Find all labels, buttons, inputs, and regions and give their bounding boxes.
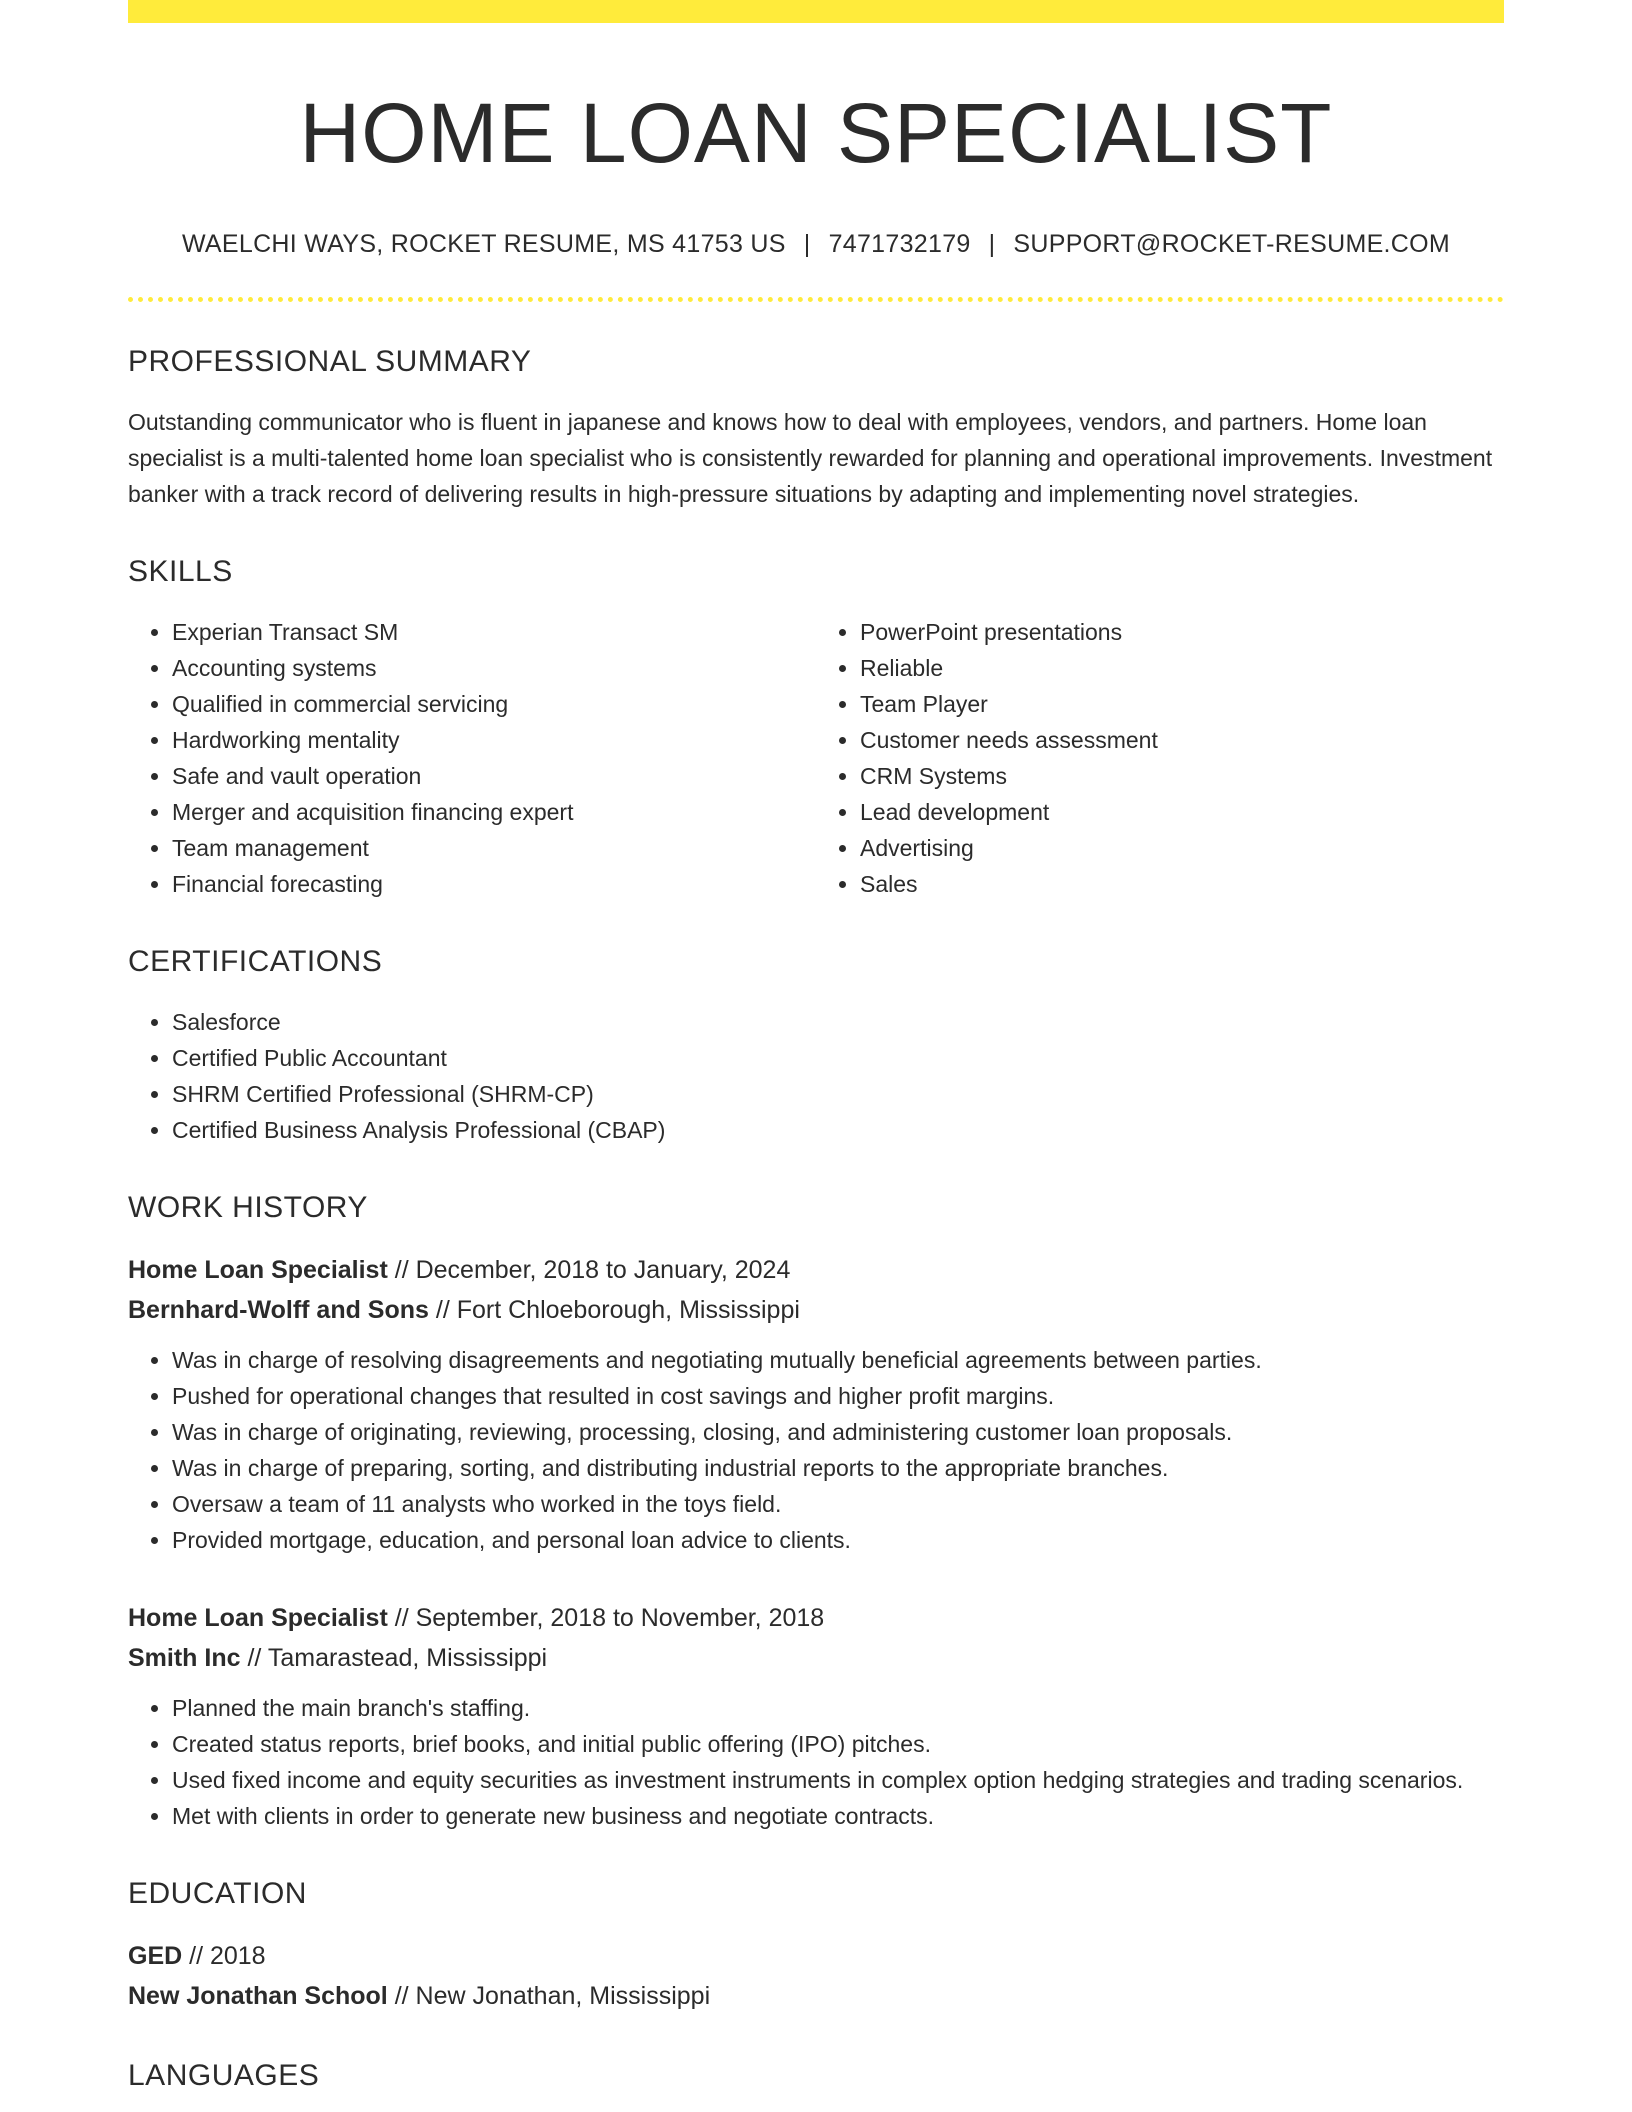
education-school: New Jonathan School bbox=[128, 1981, 388, 2010]
skill-item: • Experian Transact SM bbox=[172, 614, 816, 650]
education-location: // New Jonathan, Mississippi bbox=[387, 1981, 711, 2010]
skills-list-right bbox=[816, 614, 1504, 902]
education-school-line bbox=[128, 1976, 1504, 2016]
job-duty: • Planned the main branch's staffing. bbox=[172, 1690, 1504, 1726]
languages-title: LANGUAGES bbox=[128, 2058, 320, 2092]
header-divider bbox=[128, 297, 1504, 302]
contact-separator: | bbox=[988, 229, 996, 258]
job-role: Home Loan Specialist bbox=[128, 1603, 388, 1632]
contact-email: SUPPORT@ROCKET-RESUME.COM bbox=[1013, 229, 1451, 258]
certification-item: • Certified Public Accountant bbox=[172, 1040, 1504, 1076]
job-dates: // September, 2018 to November, 2018 bbox=[387, 1603, 825, 1632]
certification-item: • Salesforce bbox=[172, 1004, 1504, 1040]
contact-phone: 7471732179 bbox=[828, 229, 971, 258]
certifications-title: CERTIFICATIONS bbox=[128, 944, 383, 978]
certification-item: • SHRM Certified Professional (SHRM-CP) bbox=[172, 1076, 1504, 1112]
contact-line bbox=[128, 230, 1504, 259]
job-role-line bbox=[128, 1250, 1504, 1290]
skill-item: • Safe and vault operation bbox=[172, 758, 816, 794]
job-duty: • Was in charge of resolving disagreements and negotiating mutually beneficial agreements between parties. bbox=[172, 1342, 1504, 1378]
job-company: Bernhard-Wolff and Sons bbox=[128, 1295, 429, 1324]
skill-item: • Accounting systems bbox=[172, 650, 816, 686]
certifications-list bbox=[128, 1004, 1504, 1148]
skill-item: • Financial forecasting bbox=[172, 866, 816, 902]
skills-list-left bbox=[128, 614, 816, 902]
job-role-line bbox=[128, 1598, 1504, 1638]
education-degree-line bbox=[128, 1936, 1504, 1976]
job-role: Home Loan Specialist bbox=[128, 1255, 388, 1284]
skill-item: • PowerPoint presentations bbox=[860, 614, 1504, 650]
contact-address: WAELCHI WAYS, ROCKET RESUME, MS 41753 US bbox=[181, 229, 786, 258]
resume-page bbox=[128, 0, 1504, 2094]
job-duty: • Was in charge of originating, reviewing, processing, closing, and administering customer loan proposals. bbox=[172, 1414, 1504, 1450]
skill-item: • Team management bbox=[172, 830, 816, 866]
skill-item: • Sales bbox=[860, 866, 1504, 902]
skill-item: • Reliable bbox=[860, 650, 1504, 686]
skills-columns bbox=[128, 614, 1504, 902]
job-duty: • Created status reports, brief books, and initial public offering (IPO) pitches. bbox=[172, 1726, 1504, 1762]
resume-name: HOME LOAN SPECIALIST bbox=[299, 86, 1333, 180]
skill-item: • Lead development bbox=[860, 794, 1504, 830]
summary-title: PROFESSIONAL SUMMARY bbox=[128, 344, 532, 378]
skill-item: • Customer needs assessment bbox=[860, 722, 1504, 758]
job-dates: // December, 2018 to January, 2024 bbox=[387, 1255, 791, 1284]
skill-item: • Hardworking mentality bbox=[172, 722, 816, 758]
skill-item: • CRM Systems bbox=[860, 758, 1504, 794]
accent-bar bbox=[128, 0, 1504, 23]
job-location: // Fort Chloeborough, Mississippi bbox=[428, 1295, 800, 1324]
job-duty: • Provided mortgage, education, and personal loan advice to clients. bbox=[172, 1522, 1504, 1558]
job-duties-list bbox=[128, 1690, 1504, 1834]
summary-text: Outstanding communicator who is fluent in japanese and knows how to deal with employees, vendors, and partners. Home loan specialist is a multi-talented home loan specialist who is consistently rewarded for planning and operational improvements. Investment banker with a track record of delivering results in high-pressure situations by adapting and implementing novel strategies. bbox=[128, 408, 1493, 507]
job-duty: • Was in charge of preparing, sorting, and distributing industrial reports to the appropriate branches. bbox=[172, 1450, 1504, 1486]
job-entry bbox=[128, 1250, 1504, 1558]
skill-item: • Team Player bbox=[860, 686, 1504, 722]
job-duty: • Met with clients in order to generate new business and negotiate contracts. bbox=[172, 1798, 1504, 1834]
skills-title: SKILLS bbox=[128, 554, 233, 588]
skill-item: • Qualified in commercial servicing bbox=[172, 686, 816, 722]
education-entry bbox=[128, 1936, 1504, 2016]
education-title: EDUCATION bbox=[128, 1876, 307, 1910]
certification-item: • Certified Business Analysis Professional (CBAP) bbox=[172, 1112, 1504, 1148]
skill-item: • Merger and acquisition financing expert bbox=[172, 794, 816, 830]
contact-separator: | bbox=[803, 229, 811, 258]
education-degree: GED bbox=[128, 1941, 183, 1970]
job-company: Smith Inc bbox=[128, 1643, 241, 1672]
job-company-line bbox=[128, 1290, 1504, 1330]
job-duty: • Pushed for operational changes that resulted in cost savings and higher profit margins. bbox=[172, 1378, 1504, 1414]
job-company-line bbox=[128, 1638, 1504, 1678]
job-location: // Tamarastead, Mississippi bbox=[240, 1643, 548, 1672]
work-history-title: WORK HISTORY bbox=[128, 1190, 368, 1224]
job-duty: • Used fixed income and equity securities as investment instruments in complex option hedging strategies and trading scenarios. bbox=[172, 1762, 1504, 1798]
education-year: // 2018 bbox=[182, 1941, 266, 1970]
job-entry bbox=[128, 1598, 1504, 1834]
skill-item: • Advertising bbox=[860, 830, 1504, 866]
job-duties-list bbox=[128, 1342, 1504, 1558]
job-duty: • Oversaw a team of 11 analysts who worked in the toys field. bbox=[172, 1486, 1504, 1522]
